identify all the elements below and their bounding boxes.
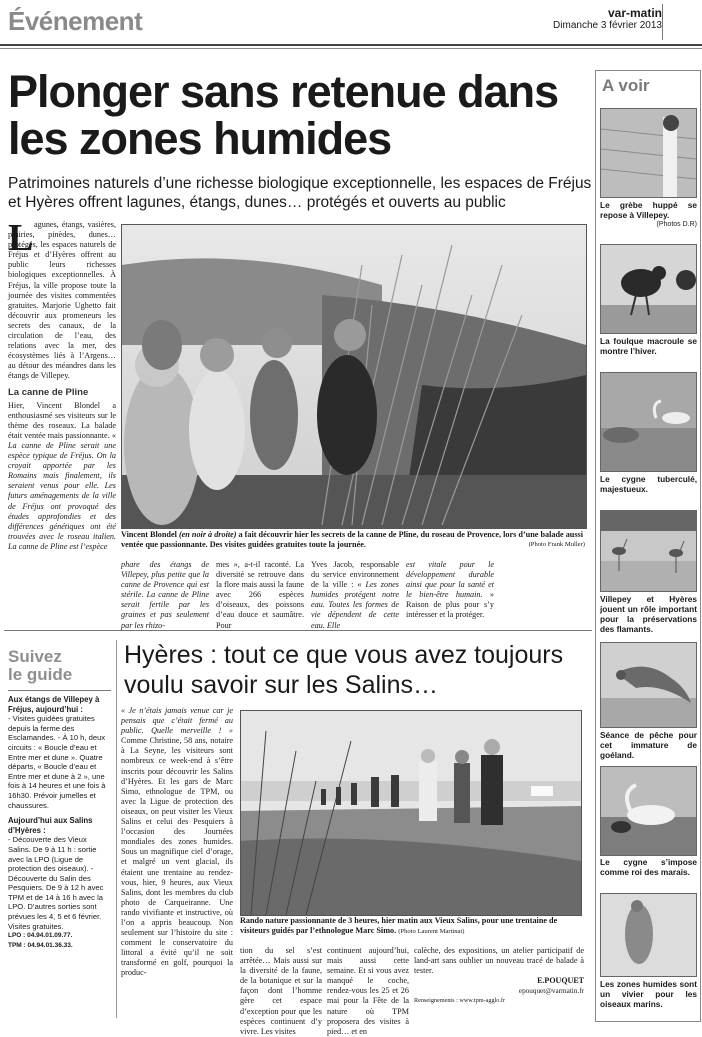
salins-photo-credit: (Photo Laurent Martinat) bbox=[398, 928, 465, 936]
masthead bbox=[553, 6, 662, 31]
author-email: epouquet@varmatin.fr bbox=[518, 987, 584, 996]
photo-grebe bbox=[600, 108, 697, 198]
article-2-col1-text: Comme Christine, 58 ans, notaire à La Seyne, les visiteurs sont nombreux ce week-end à s’être inscrits pour découvrir les Salins d’Hyères. Et les gars de Marc Simo, ethnologue de TPM, ou avec la Ligue de protection des oiseaux, on peut visiter les Vieux Salins et celui des Pesquiers à l’occasion des Journées mondiales des zones humides. Sous un magnifique ciel d’orage, et malgré un vent glacial, ils étaient une trentaine au rendez-vous, hier, 9 heures, aux Vieux Salins, dont les membres du club photo de Carqueiranne. Une rando vivifiante et instructive, où l’on a appris beaucoup. Non seulement sur l’histoire du site : comment le conservatoire du littoral a évité qu’il ne soit transformé en golf, pourquoi la produc- bbox=[121, 736, 233, 978]
guide-section-1-title: Aux étangs de Villepey à Fréjus, aujourd’hui : bbox=[8, 695, 100, 714]
article-2-column-2: tion du sel s’est arrêtée… Mais aussi sur la diversité de la faune, de la botanique et sur la façon dont l’homme gère cet espace d’exception pour que les espèces continuent d’y vivre. Les visites bbox=[240, 946, 322, 1036]
guide-section-1: - Visites guidées gratuites depuis la ferme des Esclamandes. - À 10 h, deux circuits : « Boucle d’eau et Entre mer et dune ». Quatre départs, « Boucle d’eau et Entre mer et dune à 2 », une fois à 14 heures et une fois à 16h30. Prévoir jumelles et chaussures. bbox=[8, 714, 106, 810]
photo-reed-walk-image bbox=[122, 225, 586, 528]
guide-rule bbox=[8, 690, 111, 691]
article-2-headline: Hyères : tout ce que vous avez toujours voulu savoir sur les Salins… bbox=[124, 641, 564, 699]
quote-text-1: La canne de Pline serait une espèce typique de Fréjus. On la croyait apportée par les Romains mais finalement, ils seraient venus pour elle. Les futurs aménagements de la ville de Fréjus ont provoqué des études approfondies et des différences génétiques ont été trouvées avec le roseau italien. La canne de Pline est l’espèce bbox=[8, 440, 116, 551]
article-author: E.POUQUET bbox=[537, 976, 584, 986]
guide-tpm-phone: TPM : 04.94.01.36.33. bbox=[8, 941, 73, 949]
column-4-quote: Les zones humides protégent notre eau. Toutes les formes de vie dépendent de cette eau. Elle bbox=[311, 580, 399, 630]
main-photo-caption bbox=[121, 530, 585, 550]
caption-text: a fait découvrir hier les secrets de la canne de Pline, du roseau de Provence, lors d’une balade aussi ventée que passionnante. Des visites guidées gratuites toute la journée. bbox=[121, 530, 584, 550]
photo-coot bbox=[600, 244, 697, 334]
flamingo-image bbox=[601, 511, 696, 591]
header-rule bbox=[0, 44, 702, 46]
column-5-quote: est vitale pour le développement durable ainsi que pour la santé et le bien-être humain. bbox=[406, 560, 494, 600]
photo-credit: (Photo Frank Muller) bbox=[528, 541, 585, 549]
photo-seabird bbox=[600, 893, 697, 977]
article-2-column-4 bbox=[414, 946, 584, 1018]
header-rule-thin bbox=[0, 48, 702, 49]
guide-lpo-phone: LPO : 04.94.01.09.77. bbox=[8, 932, 73, 940]
info-line: Renseignements : www.tpm-agglo.fr bbox=[414, 997, 506, 1005]
column-5-text: » Raison de plus pour s’y intéresser et la protéger. bbox=[406, 590, 495, 620]
article-2-quote: « Je n’étais jamais venue car je pensais que c’était fermé au public. Quelle merveille ! » bbox=[121, 706, 233, 736]
salins-photo-caption bbox=[240, 916, 580, 937]
article-2-col4-text: calèche, des expositions, un atelier participatif de land-art sans oublier un nouveau tracé de balade à tester. bbox=[414, 946, 584, 976]
salins-caption-text: Rando nature passionnante de 3 heures, hier matin aux Vieux Salins, pour une trentaine de visiteurs guidés par l’ethnologue Marc Simo. bbox=[240, 916, 558, 936]
sidebar-caption-1 bbox=[600, 200, 697, 230]
coot-image bbox=[601, 245, 696, 333]
sidebar-title: A voir bbox=[602, 76, 650, 95]
sidebar-caption-7: Les zones humides sont un vivier pour les oiseaux marins. bbox=[600, 979, 697, 1009]
caption-grebe: Le grèbe huppé se repose à Villepey. bbox=[600, 200, 697, 220]
article-subhead: Patrimoines naturels d’une richesse biologique exceptionnelle, les espaces de Fréjus et Hyères offrent lagunes, étangs, dunes… protégés et ouverts au public bbox=[8, 175, 592, 211]
photo-flamingos bbox=[600, 510, 697, 592]
article-2-column-1 bbox=[121, 706, 233, 1018]
photo-swan-marsh bbox=[600, 766, 697, 856]
publication-name: var-matin bbox=[607, 6, 662, 20]
article-column-2: phare des étangs de Villepey, plus petite que la canne de Provence qui est stérile. La canne de Pline serait fertile par les graines et pas seulement par les rhizo- bbox=[121, 560, 209, 630]
lead-text: agunes, étangs, vasières, prairies, pinèdes, dunes… protégés, les espaces naturels de Fréjus et d’Hyères offrent au public leurs richesses biologiques exceptionnelles. À Fréjus, la ville propose toute la journée des visites commentées gratuites. Marjorie Ughetto fait découvrir aux promeneurs les secrets des canaux, de la circulation de l’eau, des relations avec la mer, des écosystèmes liés à l’Argens… au détour des méandres dans les étangs de Villepey. bbox=[8, 220, 116, 381]
column-4-text: Yves Jacob, responsable du service environnement de la ville : « bbox=[311, 560, 399, 590]
sidebar-caption-4: Villepey et Hyères jouent un rôle important pour la préservations des flamants. bbox=[600, 594, 697, 634]
drop-cap: L bbox=[8, 217, 34, 259]
sidebar-photo-credit: (Photos D.R) bbox=[656, 221, 697, 228]
guide-column-rule bbox=[116, 640, 117, 1018]
article-subtitle: La canne de Pline bbox=[8, 386, 89, 398]
article-column-5 bbox=[406, 560, 494, 624]
photo-swan bbox=[600, 372, 697, 472]
guide-title-line-2: le guide bbox=[8, 665, 73, 684]
body-text-1: Hier, Vincent Blondel a enthousiasmé ses visiteurs sur le thème des roseaux. La balade était ventée mais passionnante. « bbox=[8, 400, 116, 440]
article-2-column-3: continuent aujourd’hui, mais aussi cette semaine. Et si vous avez manqué le coche, rendez-vous les 25 et 26 mai pour la Fête de la nature où TPM proposera des visites à pied… et en bbox=[327, 946, 409, 1036]
salins-photo bbox=[240, 710, 582, 916]
sidebar-caption-5: Séance de pêche pour cet immature de goéland. bbox=[600, 730, 697, 760]
guide-column bbox=[8, 695, 111, 950]
caption-name-note: (en noir à droite) bbox=[178, 530, 237, 539]
guide-section-2: - Découverte des Vieux Salins. De 9 à 11 h : sortie avec la LPO (Ligue de protection des oiseaux). - Découverte du Salin des Pesquiers. De 9 à 12 h avec TPM et de 14 à 16 h avec la LPO. D’autres sorties sont prévues les 4, 5 et 6 février. Visites gratuites. bbox=[8, 835, 104, 931]
guide-title bbox=[8, 648, 72, 684]
section-rubric: Événement bbox=[8, 6, 143, 36]
sidebar-caption-2: La foulque macroule se montre l’hiver. bbox=[600, 336, 697, 356]
main-photo-reeds bbox=[121, 224, 587, 529]
caption-name: Vincent Blondel bbox=[121, 530, 177, 539]
article-headline: Plonger sans retenue dans les zones humides bbox=[8, 66, 559, 164]
grebe-image bbox=[601, 109, 696, 197]
publication-date: Dimanche 3 février 2013 bbox=[553, 20, 662, 31]
guide-title-line-1: Suivez bbox=[8, 647, 62, 666]
sidebar-caption-6: Le cygne s’impose comme roi des marais. bbox=[600, 857, 697, 877]
salins-walk-image bbox=[241, 711, 581, 915]
gull-image bbox=[601, 643, 696, 727]
photo-gull bbox=[600, 642, 697, 728]
header-page-box bbox=[662, 4, 699, 40]
swan-image bbox=[601, 373, 696, 471]
article-lead-column bbox=[8, 217, 116, 625]
article-column-3: mes », a-t-il raconté. La diversité se retrouve dans la flore mais aussi la faune avec 266 espèces d’oiseaux, des poissons d’eau douce et saumâtre. Pour bbox=[216, 560, 304, 630]
guide-section-2-title: Aujourd’hui aux Salins d’Hyères : bbox=[8, 816, 93, 835]
sidebar-caption-3: Le cygne tuberculé, majestueux. bbox=[600, 474, 697, 494]
article-separator bbox=[4, 630, 592, 631]
article-column-4 bbox=[311, 560, 399, 630]
swan-marsh-image bbox=[601, 767, 696, 855]
seabird-image bbox=[601, 894, 696, 976]
